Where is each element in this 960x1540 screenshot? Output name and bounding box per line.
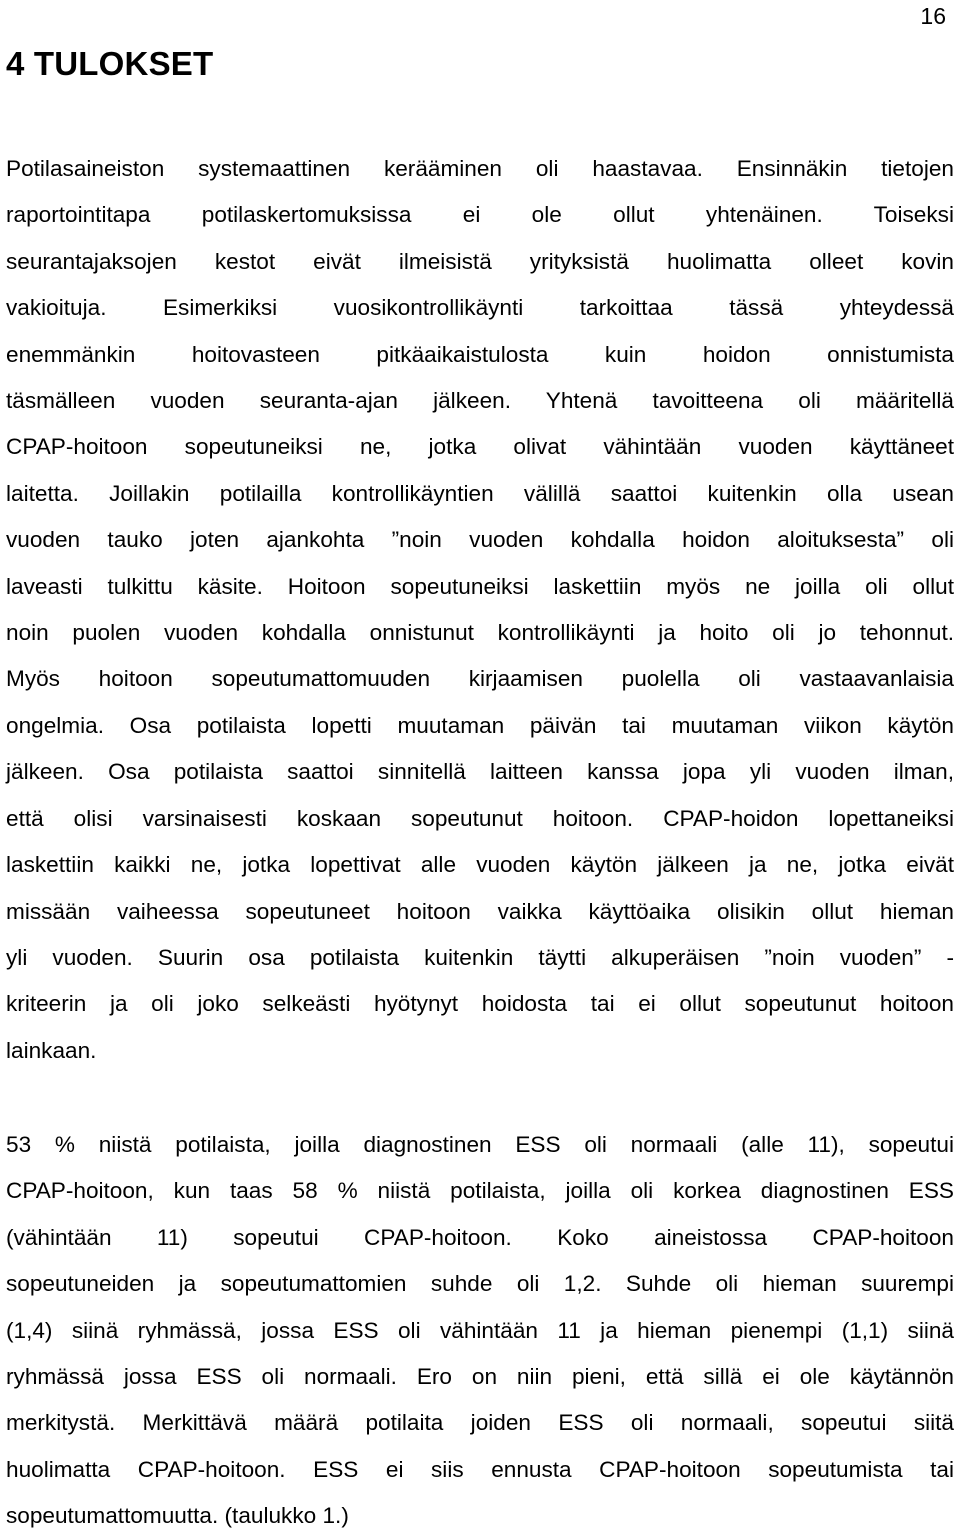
text-line: Potilasaineiston systemaattinen kerääminen oli haastavaa. Ensinnäkin tietojen [6,156,954,181]
text-line: enemmänkin hoitovasteen pitkäaikaistulosta kuin hoidon onnistumista [6,341,954,367]
text-line: laitetta. Joillakin potilailla kontrollikäyntien välillä saattoi kuitenkin olla usean [6,480,954,506]
text-line: 53 % niistä potilaista, joilla diagnostinen ESS oli normaali (alle 11), sopeutui [6,1132,954,1157]
text-line: missään vaiheessa sopeutuneet hoitoon vaikka käyttöaika olisikin ollut hieman [6,898,954,924]
text-line: kriteerin ja oli joko selkeästi hyötynyt hoidosta tai ei ollut sopeutunut hoitoon [6,991,954,1017]
text-line: laskettiin kaikki ne, jotka lopettivat alle vuoden käytön jälkeen ja ne, jotka eivät [6,852,954,878]
paragraph-data-collection [6,146,954,1074]
text-line: vakioituja. Esimerkiksi vuosikontrollikäynti tarkoittaa tässä yhteydessä [6,295,954,321]
text-line: (vähintään 11) sopeutui CPAP-hoitoon. Koko aineistossa CPAP-hoitoon [6,1224,954,1250]
text-line: jälkeen. Osa potilaista saattoi sinnitellä laitteen kanssa jopa yli vuoden ilman, [6,759,954,785]
text-line: seurantajaksojen kestot eivät ilmeisistä yrityksistä huolimatta olleet kovin [6,248,954,274]
text-line: täsmälleen vuoden seuranta-ajan jälkeen. Yhtenä tavoitteena oli määritellä [6,388,954,414]
page-number: 16 [920,3,946,29]
text-line: ryhmässä jossa ESS oli normaali. Ero on niin pieni, että sillä ei ole käytännön [6,1364,954,1390]
text-line: sopeutuneiden ja sopeutumattomien suhde oli 1,2. Suhde oli hieman suurempi [6,1271,954,1297]
text-line: lainkaan. [6,1037,97,1063]
text-line: vuoden tauko joten ajankohta ”noin vuoden kohdalla hoidon aloituksesta” oli [6,527,954,553]
text-line: yli vuoden. Suurin osa potilaista kuitenkin täytti alkuperäisen ”noin vuoden” - [6,944,954,970]
text-line: merkitystä. Merkittävä määrä potilaita joiden ESS oli normaali, sopeutui siitä [6,1410,954,1436]
section-heading: 4 TULOKSET [6,45,214,82]
paragraph-ess-results [6,1122,954,1540]
text-line: huolimatta CPAP-hoitoon. ESS ei siis ennusta CPAP-hoitoon sopeutumista tai [6,1456,954,1482]
text-line: noin puolen vuoden kohdalla onnistunut kontrollikäynti ja hoito oli jo tehonnut. [6,620,954,646]
text-line: CPAP-hoitoon, kun taas 58 % niistä potilaista, joilla oli korkea diagnostinen ESS [6,1178,954,1204]
text-line: laveasti tulkittu käsite. Hoitoon sopeutuneiksi laskettiin myös ne joilla oli ollut [6,573,954,599]
text-line: ongelmia. Osa potilaista lopetti muutaman päivän tai muutaman viikon käytön [6,712,954,738]
text-line: että olisi varsinaisesti koskaan sopeutunut hoitoon. CPAP-hoidon lopettaneiksi [6,805,954,831]
text-line: (1,4) siinä ryhmässä, jossa ESS oli vähintään 11 ja hieman pienempi (1,1) siinä [6,1317,954,1343]
text-line: raportointitapa potilaskertomuksissa ei ole ollut yhtenäinen. Toiseksi [6,202,954,228]
text-line: sopeutumattomuutta. (taulukko 1.) [6,1503,349,1529]
text-line: Myös hoitoon sopeutumattomuuden kirjaamisen puolella oli vastaavanlaisia [6,666,954,692]
text-line: CPAP-hoitoon sopeutuneiksi ne, jotka olivat vähintään vuoden käyttäneet [6,434,954,460]
